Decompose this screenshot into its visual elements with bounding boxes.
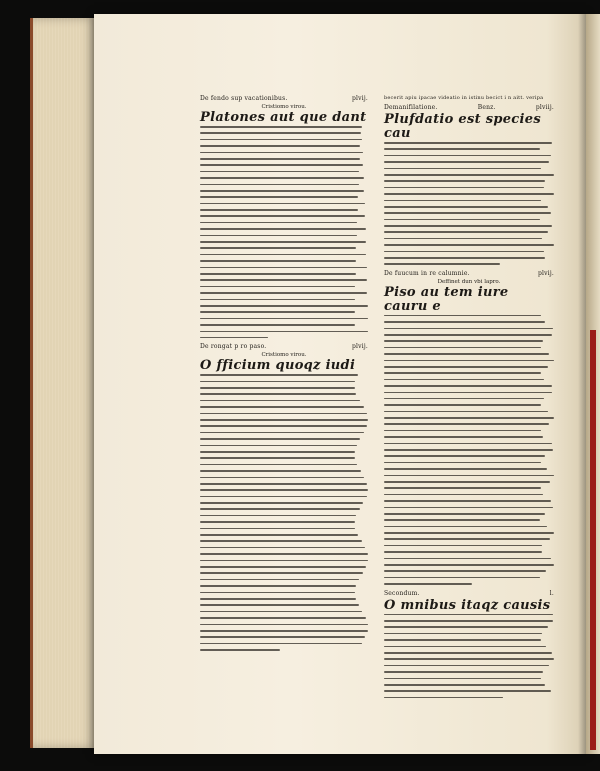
- text-line: [384, 411, 548, 413]
- text-line: [200, 139, 362, 141]
- text-line: [384, 212, 551, 214]
- text-line: [200, 241, 366, 243]
- text-line: [384, 532, 554, 534]
- section-heading: Platones aut que dant: [200, 110, 367, 125]
- text-line: [200, 566, 366, 568]
- text-line: [200, 649, 280, 651]
- text-line: [384, 392, 552, 394]
- text-line: [200, 273, 356, 275]
- text-line: [200, 457, 355, 459]
- text-column-right: [384, 95, 554, 703]
- text-line: [200, 209, 358, 211]
- text-line: [384, 564, 554, 566]
- text-line: [200, 419, 368, 421]
- body-text-block: [384, 315, 554, 585]
- text-line: [384, 180, 545, 182]
- text-line: [200, 406, 364, 408]
- text-line: [200, 132, 361, 134]
- text-line: [200, 254, 366, 256]
- text-line: [200, 145, 360, 147]
- text-line: [384, 665, 549, 667]
- text-line: [384, 372, 541, 374]
- text-line: [384, 244, 554, 246]
- body-text-block: [384, 142, 554, 265]
- text-line: [384, 328, 553, 330]
- text-line: [200, 585, 356, 587]
- text-line: [200, 413, 367, 415]
- text-line: [384, 155, 551, 157]
- rubric-line: [200, 343, 368, 352]
- section-number: plvij.: [537, 269, 554, 277]
- text-line: [200, 592, 355, 594]
- text-line: [384, 174, 554, 176]
- text-line: [384, 315, 541, 317]
- text-line: [200, 445, 357, 447]
- text-line: [384, 570, 546, 572]
- text-line: [200, 528, 355, 530]
- text-line: [200, 247, 356, 249]
- rubric-text: Secondum.: [384, 589, 420, 597]
- rubric: Cristiomo virou.: [261, 352, 307, 359]
- text-line: [200, 158, 360, 160]
- text-line: [200, 374, 358, 376]
- text-line: [200, 324, 355, 326]
- text-line: [384, 334, 552, 336]
- text-line: [200, 643, 362, 645]
- text-line: [384, 697, 503, 699]
- folio-number: plviij.: [535, 104, 554, 111]
- text-line: [200, 292, 367, 294]
- text-line: [200, 489, 368, 491]
- text-line: [384, 671, 543, 673]
- text-line: [200, 598, 356, 600]
- text-line: [200, 331, 368, 333]
- text-line: [384, 238, 542, 240]
- text-line: [200, 164, 363, 166]
- text-line: [384, 626, 548, 628]
- text-line: [200, 624, 368, 626]
- text-line: [384, 148, 540, 150]
- rubric-text: De fuucum in re calumnie.: [384, 269, 470, 277]
- running-sub-text: Demanifilatione.: [384, 104, 438, 111]
- text-line: [384, 500, 551, 502]
- section-number: l.: [549, 589, 554, 597]
- body-text-block: [384, 614, 554, 699]
- section-number: plvij.: [351, 343, 368, 351]
- text-line: [200, 393, 356, 395]
- text-line: [384, 558, 551, 560]
- text-line: [384, 577, 540, 579]
- text-line: [384, 513, 545, 515]
- text-line: [200, 508, 360, 510]
- text-line: [200, 337, 268, 339]
- text-line: [384, 551, 542, 553]
- text-line: [200, 611, 362, 613]
- text-line: [384, 462, 541, 464]
- running-head-left: [200, 95, 368, 104]
- text-line: [200, 534, 358, 536]
- text-line: [384, 583, 472, 585]
- text-line: [200, 630, 368, 632]
- text-line: [200, 604, 359, 606]
- text-column-left: [200, 95, 368, 655]
- text-line: [384, 142, 552, 144]
- text-line: [200, 432, 364, 434]
- rubric: Deffinet dun vbi lapro.: [437, 278, 501, 285]
- text-line: [384, 526, 547, 528]
- text-line: [200, 470, 361, 472]
- text-line: [384, 690, 551, 692]
- text-line: [200, 235, 357, 237]
- text-line: [200, 203, 365, 205]
- text-line: [200, 521, 355, 523]
- text-line: [384, 206, 548, 208]
- text-line: [384, 385, 552, 387]
- text-line: [384, 684, 545, 686]
- rubric-line: [384, 270, 554, 279]
- text-line: [200, 222, 357, 224]
- text-line: [384, 193, 554, 195]
- text-line: [384, 468, 547, 470]
- text-line: [200, 477, 364, 479]
- text-line: [384, 481, 550, 483]
- text-line: [384, 161, 549, 163]
- text-line: [384, 443, 552, 445]
- text-line: [384, 633, 542, 635]
- section-heading: O fficium quoqz iudi: [200, 358, 356, 374]
- text-line: [200, 299, 355, 301]
- text-line: [384, 538, 550, 540]
- text-line: [384, 379, 544, 381]
- folio-number: plvij.: [351, 95, 368, 102]
- text-line: [384, 449, 553, 451]
- text-line: [200, 126, 362, 128]
- text-line: [200, 438, 360, 440]
- text-line: [200, 196, 358, 198]
- running-head-right: [384, 95, 554, 104]
- text-line: [384, 494, 543, 496]
- text-line: [200, 177, 364, 179]
- text-line: [384, 353, 549, 355]
- text-line: [200, 215, 365, 217]
- text-line: [200, 547, 365, 549]
- text-line: [200, 451, 355, 453]
- text-line: [200, 318, 368, 320]
- text-line: [200, 184, 359, 186]
- text-line: [384, 263, 500, 265]
- text-line: [200, 502, 363, 504]
- running-tag: Benz.: [477, 104, 496, 111]
- text-line: [200, 560, 368, 562]
- ribbon-bookmark: [590, 330, 596, 750]
- text-line: [384, 251, 544, 253]
- text-line: [384, 620, 553, 622]
- page-fore-edge: [30, 18, 97, 748]
- text-line: [384, 545, 542, 547]
- text-line: [200, 387, 355, 389]
- text-line: [384, 417, 554, 419]
- text-line: [200, 553, 368, 555]
- text-line: [384, 614, 553, 616]
- text-line: [384, 475, 554, 477]
- text-line: [384, 340, 543, 342]
- text-line: [200, 496, 367, 498]
- text-line: [384, 646, 546, 648]
- section-heading: Plufdatio est species cau: [384, 112, 541, 141]
- text-line: [200, 515, 356, 517]
- text-line: [200, 190, 364, 192]
- text-line: [384, 360, 554, 362]
- text-line: [200, 464, 357, 466]
- running-head-text: becerit apiu ipacae videatio in istinu becict i n aitt. veripa: [384, 95, 544, 101]
- text-line: [200, 171, 359, 173]
- text-line: [200, 305, 368, 307]
- text-line: [200, 572, 363, 574]
- text-line: [384, 187, 544, 189]
- text-line: [384, 225, 552, 227]
- text-line: [200, 286, 355, 288]
- rubric: Cristiomo virou.: [261, 104, 307, 110]
- text-line: [384, 507, 553, 509]
- text-line: [384, 639, 541, 641]
- text-line: [384, 366, 548, 368]
- text-line: [384, 652, 552, 654]
- text-line: [384, 430, 541, 432]
- text-line: [384, 487, 541, 489]
- section-heading: Piso au tem iure cauru e: [384, 284, 509, 314]
- text-line: [200, 311, 355, 313]
- text-line: [200, 617, 366, 619]
- text-line: [384, 347, 541, 349]
- text-line: [200, 579, 359, 581]
- text-line: [384, 398, 544, 400]
- text-line: [384, 321, 545, 323]
- text-line: [200, 381, 355, 383]
- body-text-block: [200, 126, 368, 338]
- text-line: [384, 219, 540, 221]
- text-line: [384, 455, 545, 457]
- text-line: [384, 168, 541, 170]
- text-line: [384, 404, 541, 406]
- text-line: [200, 540, 362, 542]
- text-line: [384, 658, 554, 660]
- text-line: [200, 483, 367, 485]
- text-line: [384, 436, 543, 438]
- text-line: [384, 231, 548, 233]
- text-line: [200, 260, 356, 262]
- body-text-block: [200, 374, 368, 650]
- rubric-text: De rongat p ro paso.: [200, 343, 267, 351]
- text-line: [200, 279, 367, 281]
- text-line: [200, 267, 367, 269]
- running-head-text: De fendo sup vacationibus.: [200, 95, 288, 102]
- text-line: [384, 423, 549, 425]
- text-line: [200, 636, 365, 638]
- text-line: [200, 400, 360, 402]
- text-line: [384, 257, 545, 259]
- text-line: [200, 228, 366, 230]
- section-heading: O mnibus itaqz causis: [384, 597, 551, 613]
- text-line: [200, 152, 363, 154]
- text-line: [384, 519, 540, 521]
- text-line: [384, 200, 541, 202]
- text-line: [200, 425, 367, 427]
- text-line: [384, 678, 541, 680]
